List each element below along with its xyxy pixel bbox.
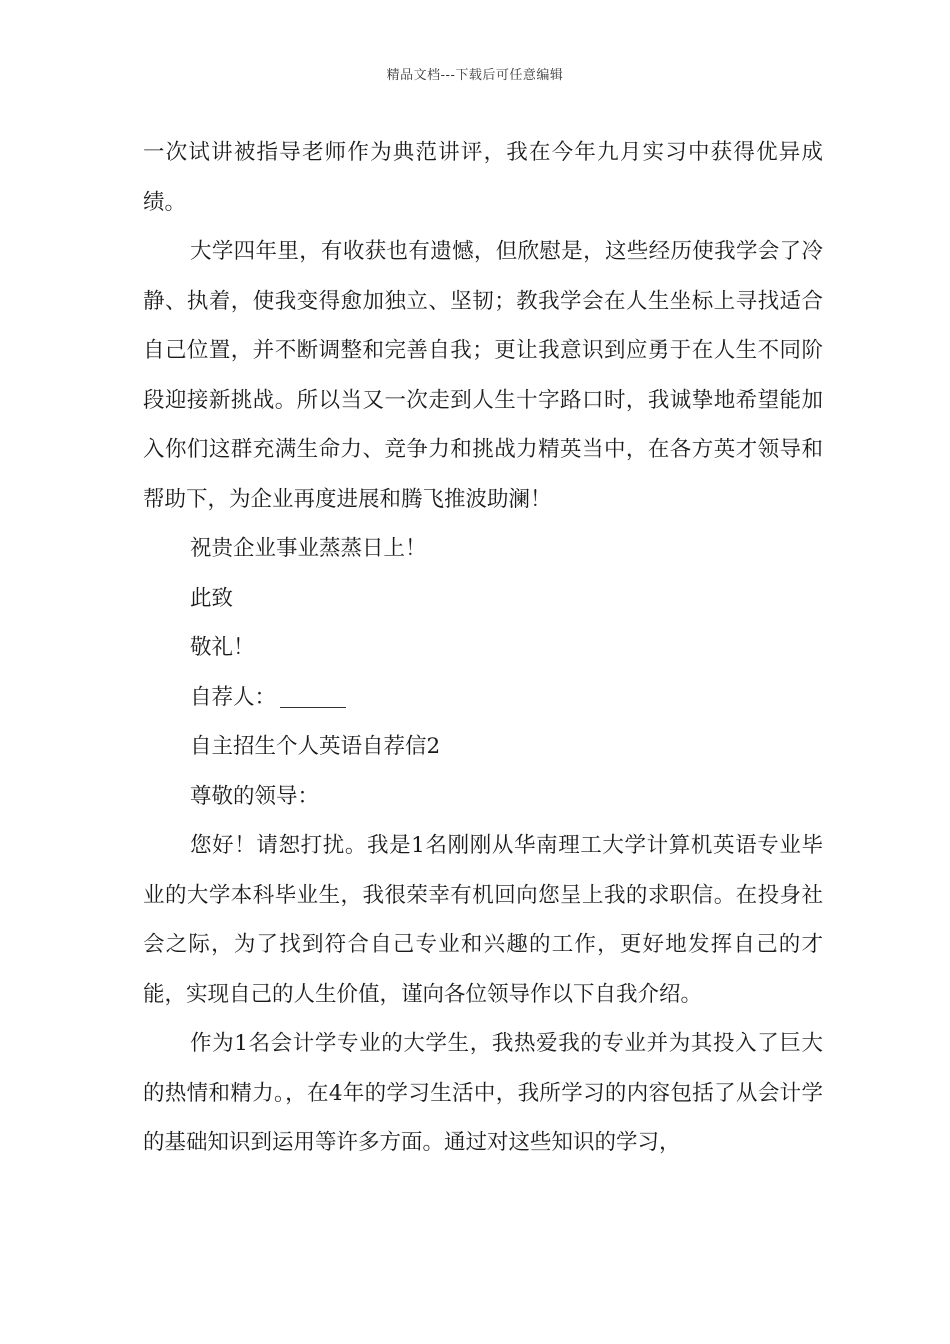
section-title: 自主招生个人英语自荐信2 <box>190 734 441 759</box>
signature-label: 自荐人： <box>190 684 277 710</box>
signature-blank <box>280 685 346 708</box>
page-header: 精品文档---下载后可任意编辑 <box>386 68 564 83</box>
closing-wish: 祝贵企业事业蒸蒸日上！ <box>190 536 427 561</box>
document-body <box>143 128 823 1168</box>
paragraph-introduction: 您好！请恕打扰。我是1名刚刚从华南理工大学计算机英语专业毕业的大学本科毕业生，我很荣幸有机回向您呈上我的求职信。在投身社会之际，为了找到符合自己专业和兴趣的工作，更好地发挥自己的才能，实现自己的人生价值，谨向各位领导作以下自我介绍。 <box>143 833 823 1007</box>
greeting: 尊敬的领导： <box>190 783 320 809</box>
paragraph-continued: 一次试讲被指导老师作为典范讲评，我在今年九月实习中获得优异成绩。 <box>143 140 823 215</box>
closing-salutation: 此致 <box>190 585 234 611</box>
signature-line <box>143 673 823 723</box>
paragraph-major: 作为1名会计学专业的大学生，我热爱我的专业并为其投入了巨大的热情和精力。，在4年的学习生活中，我所学习的内容包括了从会计学的基础知识到运用等许多方面。通过对这些知识的学习， <box>143 1031 823 1155</box>
closing-regards: 敬礼！ <box>190 635 255 660</box>
paragraph-university-years: 大学四年里，有收获也有遗憾，但欣慰是，这些经历使我学会了冷静、执着，使我变得愈加独立、坚韧；教我学会在人生坐标上寻找适合自己位置，并不断调整和完善自我；更让我意识到应勇于在人生不同阶段迎接新挑战。所以当又一次走到人生十字路口时，我诚挚地希望能加入你们这群充满生命力、竞争力和挑战力精英当中，在各方英才领导和帮助下，为企业再度进展和腾飞推波助澜！ <box>143 239 823 512</box>
